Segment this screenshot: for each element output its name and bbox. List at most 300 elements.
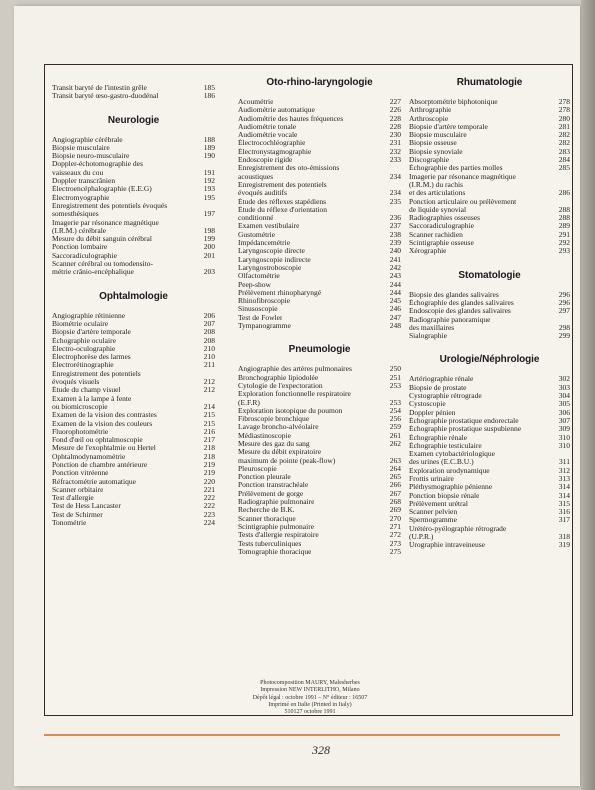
entry-page: 218 bbox=[203, 443, 215, 453]
entry-page: 289 bbox=[558, 221, 570, 231]
entry-page: 262 bbox=[389, 438, 401, 448]
entry-title: Mesure du débit sanguin cérébral bbox=[52, 235, 152, 244]
index-entry bbox=[52, 453, 215, 461]
entry-page: 221 bbox=[203, 484, 215, 494]
entry-title: Ponction transtrachéale bbox=[238, 481, 309, 490]
index-entry bbox=[238, 506, 401, 514]
index-entry bbox=[52, 185, 215, 193]
entry-page: 241 bbox=[389, 254, 401, 264]
entry-title: Échographie testiculaire bbox=[409, 441, 482, 450]
entry-title: Électrophorèse des larmes bbox=[52, 353, 131, 362]
index-entry bbox=[409, 541, 570, 549]
entry-page: 296 bbox=[558, 297, 570, 307]
entry-title: Tests d'allergie respiratoire bbox=[238, 531, 319, 540]
entry-title: métrie crânio-encéphalique bbox=[52, 268, 134, 277]
entry-title: Laryngoscopie indirecte bbox=[238, 255, 311, 264]
entry-page: 251 bbox=[389, 372, 401, 382]
entry-title: Mesure du débit expiratoire bbox=[238, 448, 322, 457]
entry-page: 224 bbox=[203, 518, 215, 528]
entry-title: Enregistrement des potentiels évoqués bbox=[52, 201, 168, 210]
index-entry bbox=[52, 194, 215, 202]
entry-page: 319 bbox=[558, 540, 570, 550]
entry-title: Rhinofibroscopie bbox=[238, 297, 291, 306]
entry-page: 244 bbox=[389, 279, 401, 289]
entry-title: Test de Fowler bbox=[238, 313, 283, 322]
entry-title: Ponction articulaire ou prélèvement bbox=[409, 197, 517, 206]
section-heading: Neurologie bbox=[107, 114, 160, 126]
index-entry bbox=[238, 473, 401, 481]
index-entry bbox=[52, 136, 215, 144]
entry-title: Scanner pelvien bbox=[409, 508, 458, 517]
entry-page: 306 bbox=[558, 407, 570, 417]
index-entry bbox=[238, 156, 401, 164]
entry-page: 223 bbox=[203, 509, 215, 519]
index-entry bbox=[409, 206, 570, 214]
entry-page: 201 bbox=[203, 250, 215, 260]
entry-title: Arthrographie bbox=[409, 106, 452, 115]
index-entry bbox=[52, 219, 215, 227]
entry-title: Électrocochléographie bbox=[238, 139, 306, 148]
entry-page: 190 bbox=[203, 151, 215, 161]
index-entry bbox=[238, 189, 401, 197]
entry-page: 212 bbox=[203, 385, 215, 395]
colophon-line: Imprimé en Italie (Printed in Italy) bbox=[268, 701, 352, 708]
entry-title: Olfactométrie bbox=[238, 272, 280, 281]
entry-page: 305 bbox=[558, 399, 570, 409]
entry-page: 232 bbox=[389, 146, 401, 156]
index-entry bbox=[238, 548, 401, 556]
entry-title: Enregistrement des potentiels bbox=[238, 180, 327, 189]
entry-title: Radiographies osseuses bbox=[409, 214, 481, 223]
entry-page: 217 bbox=[203, 435, 215, 445]
entry-title: Biométrie oculaire bbox=[52, 319, 109, 328]
index-entry bbox=[238, 214, 401, 222]
entry-title: Test de Hess Lancaster bbox=[52, 502, 121, 511]
entry-page: 208 bbox=[203, 327, 215, 337]
entry-title: Fond d'œil ou ophtalmoscopie bbox=[52, 436, 143, 445]
entry-page: 220 bbox=[203, 476, 215, 486]
entry-title: Ponction de chambre antérieure bbox=[52, 460, 148, 469]
entry-title: Mesure des gaz du sang bbox=[238, 439, 310, 448]
entry-title: Fibroscopie bronchique bbox=[238, 415, 310, 424]
index-entry bbox=[238, 256, 401, 264]
entry-title: conditionné bbox=[238, 214, 274, 223]
entry-page: 192 bbox=[203, 176, 215, 186]
entry-title: Acoumétrie bbox=[238, 98, 274, 106]
index-entry bbox=[409, 148, 570, 156]
index-entry bbox=[238, 106, 401, 114]
entry-title: Ponction vitréenne bbox=[52, 469, 109, 478]
entry-page: 304 bbox=[558, 391, 570, 401]
entry-page: 186 bbox=[203, 91, 215, 101]
index-entry bbox=[238, 115, 401, 123]
entry-title: des urines (E.C.B.U.) bbox=[409, 458, 474, 467]
index-entry bbox=[238, 206, 401, 214]
entry-page: 311 bbox=[559, 457, 570, 467]
entry-page: 216 bbox=[203, 426, 215, 436]
index-entry bbox=[52, 511, 215, 519]
index-entry bbox=[409, 189, 570, 197]
entry-page: 263 bbox=[389, 455, 401, 465]
entry-page: 222 bbox=[203, 493, 215, 503]
entry-title: Radiographie pulmonaire bbox=[238, 498, 315, 507]
entry-page: 315 bbox=[558, 498, 570, 508]
index-column-1 bbox=[52, 84, 215, 527]
entry-title: Examen de la vision des contrastes bbox=[52, 411, 157, 420]
entry-page: 240 bbox=[389, 246, 401, 256]
entry-title: Échographie prostatique suspubienne bbox=[409, 425, 522, 434]
entry-page: 191 bbox=[203, 167, 215, 177]
index-entry bbox=[238, 440, 401, 448]
index-entry bbox=[409, 307, 570, 315]
entry-title: Artériographie rénale bbox=[409, 375, 474, 384]
entry-title: Prélèvement rhinopharyngé bbox=[238, 288, 322, 297]
index-entry bbox=[238, 281, 401, 289]
index-column-2 bbox=[238, 77, 401, 556]
index-entry bbox=[238, 407, 401, 415]
entry-page: 253 bbox=[389, 380, 401, 390]
index-entry bbox=[52, 227, 215, 235]
entry-page: 275 bbox=[389, 546, 401, 556]
index-entry bbox=[238, 98, 401, 106]
entry-title: Électronystagmographie bbox=[238, 147, 312, 156]
entry-title: Absorptométrie biphotonique bbox=[409, 98, 498, 106]
index-entry bbox=[52, 345, 215, 353]
index-entry bbox=[238, 390, 401, 398]
index-entry bbox=[52, 260, 215, 268]
index-entry bbox=[52, 486, 215, 494]
entry-title: Peep-show bbox=[238, 280, 271, 289]
entry-page: 283 bbox=[558, 146, 570, 156]
entry-page: 254 bbox=[389, 405, 401, 415]
index-entry bbox=[52, 428, 215, 436]
entry-page: 197 bbox=[203, 209, 215, 219]
entry-title: Électrorétinographie bbox=[52, 361, 114, 370]
index-entry bbox=[52, 461, 215, 469]
entry-page: 314 bbox=[558, 490, 570, 500]
entry-page: 310 bbox=[558, 440, 570, 450]
index-entry bbox=[409, 291, 570, 299]
index-entry bbox=[52, 210, 215, 218]
entry-page: 215 bbox=[203, 410, 215, 420]
index-entry bbox=[409, 324, 570, 332]
index-entry bbox=[409, 106, 570, 114]
entry-page: 303 bbox=[558, 382, 570, 392]
entry-title: Exploration isotopique du poumon bbox=[238, 406, 343, 415]
entry-page: 248 bbox=[389, 321, 401, 331]
entry-page: 245 bbox=[389, 296, 401, 306]
index-entry bbox=[52, 395, 215, 403]
entry-page: 233 bbox=[389, 155, 401, 165]
index-entry bbox=[52, 378, 215, 386]
entry-page: 291 bbox=[558, 229, 570, 239]
colophon-line: 510127 octobre 1991 bbox=[284, 709, 336, 716]
entry-title: Recherche de B.K. bbox=[238, 506, 295, 515]
footer-rule bbox=[44, 734, 560, 736]
section-heading: Stomatologie bbox=[458, 269, 521, 281]
entry-title: Prélèvement urétral bbox=[409, 499, 468, 508]
entry-page: 268 bbox=[389, 497, 401, 507]
index-entry bbox=[52, 444, 215, 452]
entry-title: Doppler-échotomographie des bbox=[52, 160, 143, 169]
entry-title: Cytologie de l'expectoration bbox=[238, 381, 323, 390]
entry-title: Examen vestibulaire bbox=[238, 222, 300, 231]
entry-title: Prélèvement de gorge bbox=[238, 489, 304, 498]
index-entry bbox=[238, 314, 401, 322]
entry-title: Électromyographie bbox=[52, 193, 110, 202]
entry-page: 207 bbox=[203, 318, 215, 328]
index-entry bbox=[409, 164, 570, 172]
entry-page: 246 bbox=[389, 304, 401, 314]
entry-page: 226 bbox=[389, 105, 401, 115]
entry-page: 282 bbox=[558, 138, 570, 148]
index-entry bbox=[238, 139, 401, 147]
entry-title: Fluorophotométrie bbox=[52, 427, 109, 436]
entry-page: 281 bbox=[558, 121, 570, 131]
entry-title: Spermogramme bbox=[409, 516, 457, 525]
entry-title: Exploration urodynamique bbox=[409, 466, 490, 475]
entry-page: 208 bbox=[203, 335, 215, 345]
entry-page: 253 bbox=[389, 397, 401, 407]
entry-title: acoustiques bbox=[238, 172, 273, 181]
entry-title: des maxillaires bbox=[409, 323, 455, 332]
entry-page: 230 bbox=[389, 130, 401, 140]
entry-title: Ophtalmodynamométrie bbox=[52, 452, 126, 461]
entry-title: Angiographie rétinienne bbox=[52, 311, 126, 320]
entry-title: Impédancemétrie bbox=[238, 239, 291, 248]
index-entry bbox=[52, 519, 215, 527]
section-heading: Rhumatologie bbox=[456, 77, 523, 88]
entry-page: 298 bbox=[558, 322, 570, 332]
entry-page: 237 bbox=[389, 221, 401, 231]
index-entry bbox=[409, 492, 570, 500]
entry-page: 199 bbox=[203, 234, 215, 244]
entry-title: Sinusoscopie bbox=[238, 305, 278, 314]
entry-page: 256 bbox=[389, 414, 401, 424]
index-entry bbox=[409, 316, 570, 324]
index-entry bbox=[409, 139, 570, 147]
entry-title: Imagerie par résonance magnétique bbox=[409, 172, 516, 181]
entry-page: 242 bbox=[389, 262, 401, 272]
entry-title: Tests tuberculiniques bbox=[238, 539, 302, 548]
entry-title: Radiographie panoramique bbox=[409, 315, 491, 324]
index-entry bbox=[238, 531, 401, 539]
index-entry bbox=[409, 516, 570, 524]
index-entry bbox=[238, 399, 401, 407]
entry-page: 250 bbox=[389, 364, 401, 374]
entry-title: Échographie prostatique endorectale bbox=[409, 416, 519, 425]
entry-page: 266 bbox=[389, 480, 401, 490]
entry-title: Biopsie d'artère temporale bbox=[52, 328, 131, 337]
index-entry bbox=[409, 181, 570, 189]
entry-title: Angiographie des artères pulmonaires bbox=[238, 365, 352, 374]
entry-title: Xérographie bbox=[409, 247, 447, 256]
index-entry bbox=[52, 235, 215, 243]
section-heading: Pneumologie bbox=[288, 344, 351, 356]
index-entry bbox=[409, 332, 570, 340]
index-entry bbox=[238, 432, 401, 440]
index-entry bbox=[52, 386, 215, 394]
index-entry bbox=[409, 239, 570, 247]
index-entry bbox=[409, 483, 570, 491]
entry-title: Électro-oculographie bbox=[52, 344, 116, 353]
index-entry bbox=[409, 214, 570, 222]
entry-title: Biopsie musculaire bbox=[52, 143, 110, 152]
index-entry bbox=[409, 508, 570, 516]
index-entry bbox=[238, 457, 401, 465]
entry-title: Urographie intraveineuse bbox=[409, 541, 486, 550]
index-entry bbox=[409, 222, 570, 230]
index-entry bbox=[238, 164, 401, 172]
entry-page: 203 bbox=[203, 267, 215, 277]
index-entry bbox=[52, 469, 215, 477]
entry-page: 271 bbox=[389, 521, 401, 531]
entry-title: Biopsie neuro-musculaire bbox=[52, 152, 130, 161]
entry-title: Tonométrie bbox=[52, 519, 87, 528]
entry-page: 188 bbox=[203, 134, 215, 144]
entry-title: Tomographie thoracique bbox=[238, 547, 312, 556]
index-entry bbox=[238, 498, 401, 506]
book-page bbox=[14, 6, 580, 786]
entry-title: ou biomicroscopie bbox=[52, 402, 108, 411]
index-entry bbox=[238, 481, 401, 489]
entry-title: Enregistrement des oto-émissions bbox=[238, 164, 340, 173]
entry-page: 316 bbox=[558, 507, 570, 517]
entry-title: évoqués visuels bbox=[52, 378, 100, 387]
page-gutter bbox=[581, 0, 595, 790]
entry-title: (U.P.R.) bbox=[409, 533, 434, 542]
index-entry bbox=[409, 156, 570, 164]
entry-page: 259 bbox=[389, 422, 401, 432]
entry-title: Examen de la vision des couleurs bbox=[52, 419, 153, 428]
index-entry bbox=[238, 448, 401, 456]
entry-title: Échographie rénale bbox=[409, 433, 468, 442]
entry-page: 236 bbox=[389, 213, 401, 223]
entry-page: 212 bbox=[203, 377, 215, 387]
index-entry bbox=[238, 198, 401, 206]
entry-title: (I.R.M.) du rachis bbox=[409, 180, 463, 189]
entry-page: 273 bbox=[389, 538, 401, 548]
entry-title: Biopsie synoviale bbox=[409, 147, 463, 156]
entry-title: Examen cytobactériologique bbox=[409, 450, 496, 459]
entry-title: Endoscopie rigide bbox=[238, 156, 293, 165]
index-entry bbox=[238, 515, 401, 523]
colophon-line: Impression NEW INTERLITHO, Milano bbox=[260, 687, 360, 694]
index-entry bbox=[52, 160, 215, 168]
entry-title: Discographie bbox=[409, 156, 449, 165]
entry-page: 218 bbox=[203, 451, 215, 461]
entry-title: Ponction pleurale bbox=[238, 473, 291, 482]
index-entry bbox=[238, 297, 401, 305]
entry-title: Scanner orbitaire bbox=[52, 485, 104, 494]
entry-title: Biopsie des glandes salivaires bbox=[409, 290, 499, 299]
entry-page: 219 bbox=[203, 459, 215, 469]
entry-page: 269 bbox=[389, 505, 401, 515]
entry-page: 299 bbox=[558, 331, 570, 341]
index-entry bbox=[409, 417, 570, 425]
entry-title: (E.F.R) bbox=[238, 398, 260, 407]
entry-page: 318 bbox=[558, 532, 570, 542]
index-entry bbox=[409, 375, 570, 383]
entry-title: Transit baryté de l'intestin grêle bbox=[52, 84, 147, 92]
entry-title: Ponction lombaire bbox=[52, 243, 108, 252]
entry-title: Audiométrie tonale bbox=[238, 122, 297, 131]
index-entry bbox=[409, 131, 570, 139]
entry-title: Enregistrement des potentiels bbox=[52, 369, 141, 378]
entry-page: 210 bbox=[203, 352, 215, 362]
entry-page: 238 bbox=[389, 229, 401, 239]
entry-title: Laryngoscopie directe bbox=[238, 247, 305, 256]
entry-title: Biopsie de prostate bbox=[409, 383, 467, 392]
entry-page: 309 bbox=[558, 424, 570, 434]
index-entry bbox=[409, 400, 570, 408]
index-entry bbox=[409, 458, 570, 466]
entry-title: Scintigraphie osseuse bbox=[409, 239, 474, 248]
colophon-line: Photocomposition MAURY, Malesherbes bbox=[260, 680, 360, 686]
index-entry bbox=[52, 84, 215, 92]
entry-page: 272 bbox=[389, 530, 401, 540]
entry-title: Doppler transcrânien bbox=[52, 177, 116, 186]
index-entry bbox=[52, 92, 215, 100]
entry-page: 210 bbox=[203, 343, 215, 353]
entry-page: 227 bbox=[389, 97, 401, 106]
index-entry bbox=[52, 268, 215, 276]
index-entry bbox=[238, 490, 401, 498]
entry-page: 264 bbox=[389, 463, 401, 473]
entry-title: Cystoscopie bbox=[409, 400, 446, 409]
index-entry bbox=[409, 475, 570, 483]
entry-title: Test d'allergie bbox=[52, 494, 94, 503]
entry-title: Saccoradiculographie bbox=[409, 222, 474, 231]
entry-title: Arthroscopie bbox=[409, 114, 449, 123]
index-entry bbox=[52, 353, 215, 361]
index-entry bbox=[409, 247, 570, 255]
colophon-line: Dépôt légal : octobre 1991 – N° éditeur : 16507 bbox=[252, 694, 368, 701]
entry-title: Échographie des glandes salivaires bbox=[409, 298, 514, 307]
index-entry bbox=[238, 264, 401, 272]
entry-title: Pléthysmographie pénienne bbox=[409, 483, 493, 492]
entry-title: Biopsie d'artère temporale bbox=[409, 122, 488, 131]
entry-title: Médiastinoscopie bbox=[238, 431, 291, 440]
index-entry bbox=[409, 384, 570, 392]
index-entry bbox=[52, 337, 215, 345]
entry-page: 214 bbox=[203, 401, 215, 411]
entry-title: Saccoradiculographie bbox=[52, 251, 117, 260]
index-entry bbox=[238, 272, 401, 280]
entry-page: 312 bbox=[558, 465, 570, 475]
index-entry bbox=[238, 465, 401, 473]
entry-title: Cystographie rétrograde bbox=[409, 392, 482, 401]
entry-title: Scintigraphie pulmonaire bbox=[238, 522, 315, 531]
index-entry bbox=[238, 382, 401, 390]
index-entry bbox=[52, 328, 215, 336]
index-entry bbox=[409, 533, 570, 541]
index-entry bbox=[238, 173, 401, 181]
index-entry bbox=[52, 370, 215, 378]
entry-title: Doppler pénien bbox=[409, 408, 456, 417]
index-entry bbox=[238, 365, 401, 373]
entry-title: (I.R.M.) cérébrale bbox=[52, 226, 107, 235]
entry-title: Ponction biopsie rénale bbox=[409, 491, 480, 500]
index-entry bbox=[409, 173, 570, 181]
entry-title: Endoscopie des glandes salivaires bbox=[409, 307, 511, 316]
entry-page: 285 bbox=[558, 163, 570, 173]
index-entry bbox=[52, 144, 215, 152]
index-entry bbox=[52, 436, 215, 444]
entry-title: Scanner rachidien bbox=[409, 230, 463, 239]
entry-page: 198 bbox=[203, 225, 215, 235]
entry-page: 231 bbox=[389, 138, 401, 148]
